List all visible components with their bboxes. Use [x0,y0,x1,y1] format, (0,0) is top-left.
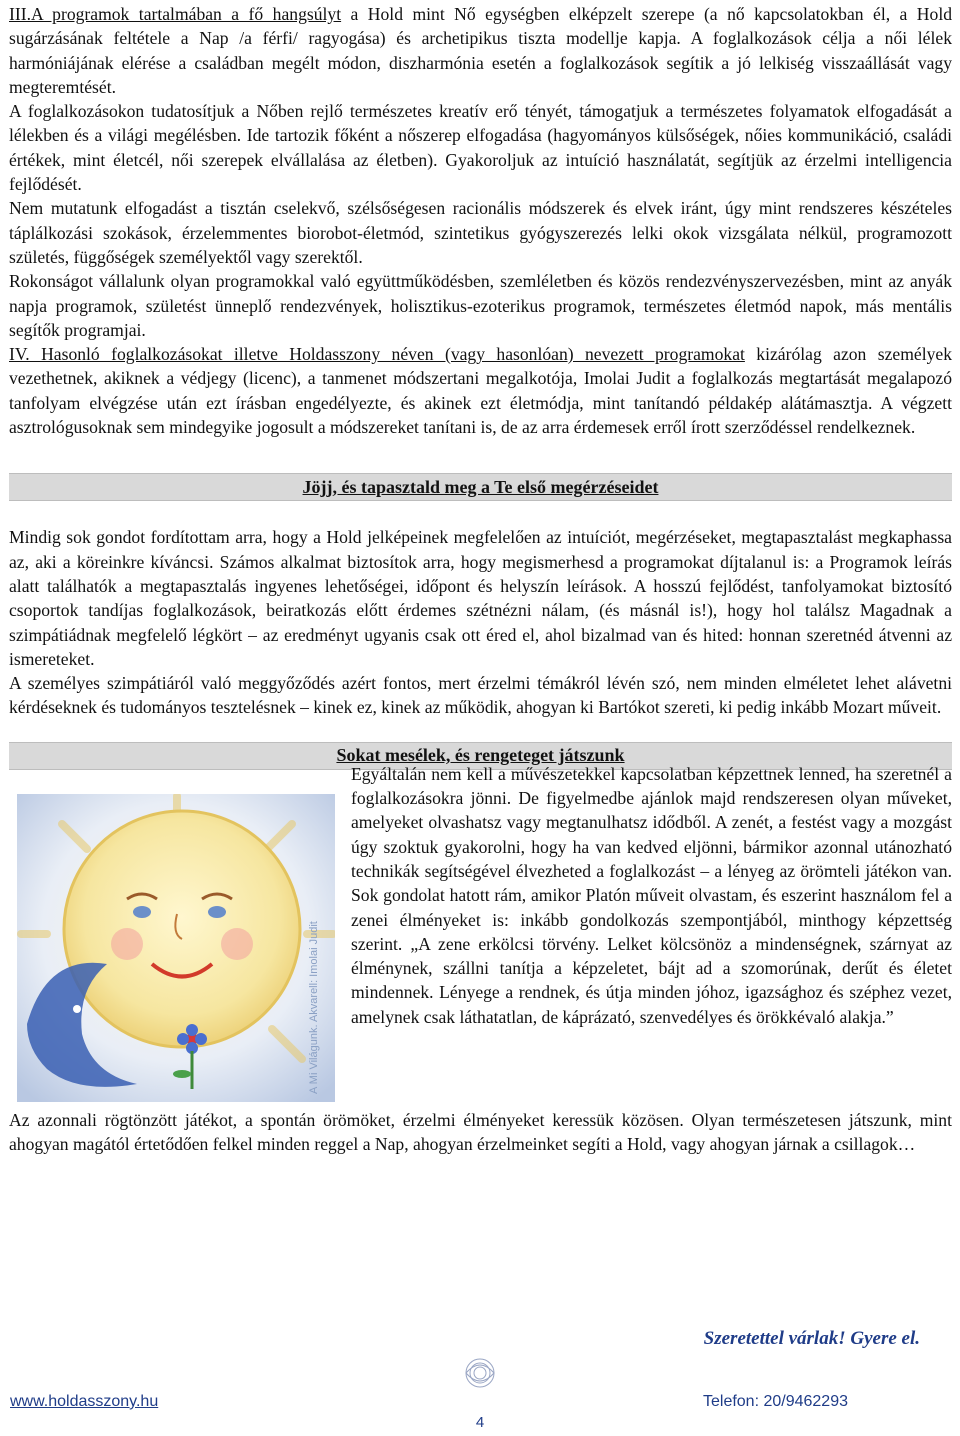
section-4-lead: IV. Hasonló foglalkozásokat illetve Holdasszony néven (vagy hasonlóan) nevezett programokat [9,344,745,365]
section-3-paragraph-3: Nem mutatunk elfogadást a tisztán cselekvő, szélsőségesen racionális módszerek és elvek iránt, úgy mint rendszeres készételes táplálkozási szokások, érzelemmentes biorobot-életmód, szintetikus gyógyszerezés lelki okok vizsgálata nélkül, programozott születés, függőségek személyektől vagy szerektől. [9,198,952,267]
section-6 [9,762,952,1157]
painting-image [17,794,335,1102]
section-3-paragraph-2: A foglalkozásokon tudatosítjuk a Nőben rejlő természetes kreatív erő tényét, támogatjuk a természetes folyamatok elfogadását a lélekben és a világi megélésben. Ide tartozik főként a nőszerep elfogadása (hagyományos külsőségek, nőies kommunikáció, családi értékek, mint életcél, női szerepek elvállalása az életben). Gyakoroljuk az intuíció használatát, segítjük az érzelmi intelligencia fejlődését. [9,101,952,195]
painting-caption: A Mi Világunk. Akvarell: Imolai Judit [308,920,320,1094]
closing-invitation: Szeretettel várlak! Gyere el. [703,1328,920,1349]
section-3-text: a Hold mint Nő egységben elképzelt szerepe (a nő kapcsolatokban él, a Hold sugárzásának feltétele a Nap /a férfi/ ragyogása) és archetipikus tiszta modellje kapja. A foglalkozások célja a női lélek harmóniájának elérése a családban megélt módon, diszharmónia esetén a foglalkozások segítik a jó lelkiség visszaállását vagy megteremtését. [9,4,952,97]
section-4-paragraph [9,342,952,439]
section-6-paragraph-2: Az azonnali rögtönzött játékot, a spontán örömöket, érzelmi élményeket keressük közösen. Olyan természetesen játszunk, mint ahogyan magától értetődően felkel minden reggel a Nap, ahogyan érzelmeinket segíti a Hold, vagy ahogyan járnak a csillagok… [9,1109,952,1155]
sun-moon-painting [17,794,335,1102]
document-page [9,2,952,1156]
section-5-paragraph-1: Mindig sok gondot fordítottam arra, hogy a Hold jelképeinek megfelelően az intuíciót, megérzéseket, megtapasztalást megkaphassa az, aki a köreinkre kíváncsi. Számos alkalmat biztosítok arra, hogy megismerhesd a programokat díjtalanul is: a Programok leírás alatt találhatók a megtapasztalás ingyenes lehetőségei, időpont és helyszín leírások. A hosszú fejlődést, tanfolyamokat biztosító csoportok tandíjas foglalkozások, beiratkozás előtt érdemes szétnézni nálam, (és másnál is!), hogy hol találsz Magadnak a szimpátiádnak megfelelő légkört – az eredményt ugyanis csak ott éred el, ahol bizalmad van és hited: honnan szeretnéd átvenni az ismereteket. [9,527,952,669]
footer-phone: Telefon: 20/9462293 [702,1393,848,1410]
page-number: 4 [475,1414,485,1431]
heading-stories-and-play: Sokat mesélek, és rengeteget játszunk [9,742,952,770]
section-6-paragraph-1: Egyáltalán nem kell a művészetekkel kapcsolatban képzettnek lenned, ha szeretnél a foglalkozásokra jönni. De figyelmedbe ajánlok majd rendszeresen olyan műveket, amelyeket olvashatsz vagy megtanulhatsz idődből. A zenét, a festést vagy a mozgást úgy szoktuk gyakorolni, hogy ha van kedved eljönni, bármikor azonnal utánozható technikák segítségével élvezheted a foglalkozást – a lényeg az örömteli játékon van. Sok gondolat hatott rám, amikor Platón műveit olvastam, és eszerint használom fel a zenei élményeket is: inkább gondolkozás szempontjából, minthogy képzettség szerint. „A zene erkölcsi törvény. Lelket kölcsönöz a mindenségnek, szárnyat az élménynek, szállni tanítja a képzeletet, bájt ad a szomorúnak, derűt és életet mindennek. Lényege a rendnek, és útja minden jóhoz, igazsághoz és széphez vezet, amelynek csak láthatatlan, de káprázató, szenvedélyes és örökkévaló alakja.” [351,763,952,1027]
section-3-lead: III.A programok tartalmában a fő hangsúlyt [9,4,342,24]
footer-website-link[interactable]: www.holdasszony.hu [10,1393,159,1410]
ornament-icon [455,1355,505,1391]
section-5-paragraph-2: A személyes szimpátiáról való meggyőződés azért fontos, mert érzelmi témákról lévén szó, nem minden elméletet lehet alávetni kérdéseknek és tudományos tesztelésnek – kinek ez, kinek az működik, ahogyan ki Bartókot szereti, ki pedig inkább Mozart műveit. [9,673,952,718]
section-3-paragraph-1 [9,2,952,99]
section-4-text: kizárólag azon személyek vezethetnek, akiknek a védjegy (licenc), a tanmenet módszertani megalkotója, Imolai Judit a foglalkozás megtartását megalapozó tanfolyam elvégzése után ezt írásban engedélyezte, és akinek ezt életmódja, mint tanítandó példakép alátámasztja. A végzett asztrológusoknak sem mindegyike jogosult a módszereket tanítani is, de az arra érdemesek erről írott szerződéssel rendelkeznek. [9,344,952,438]
heading-first-intuitions: Jöjj, és tapasztald meg a Te első megérzéseidet [9,473,952,501]
section-3-paragraph-4: Rokonságot vállalunk olyan programokkal való együttműködésben, szemléletben és közös rendezvényszervezésben, mint az anyák napja programok, születést ünneplő rendezvények, holisztikus-ezoterikus programok, természetes életmód napok, más mentális segítők programjai. [9,271,952,340]
